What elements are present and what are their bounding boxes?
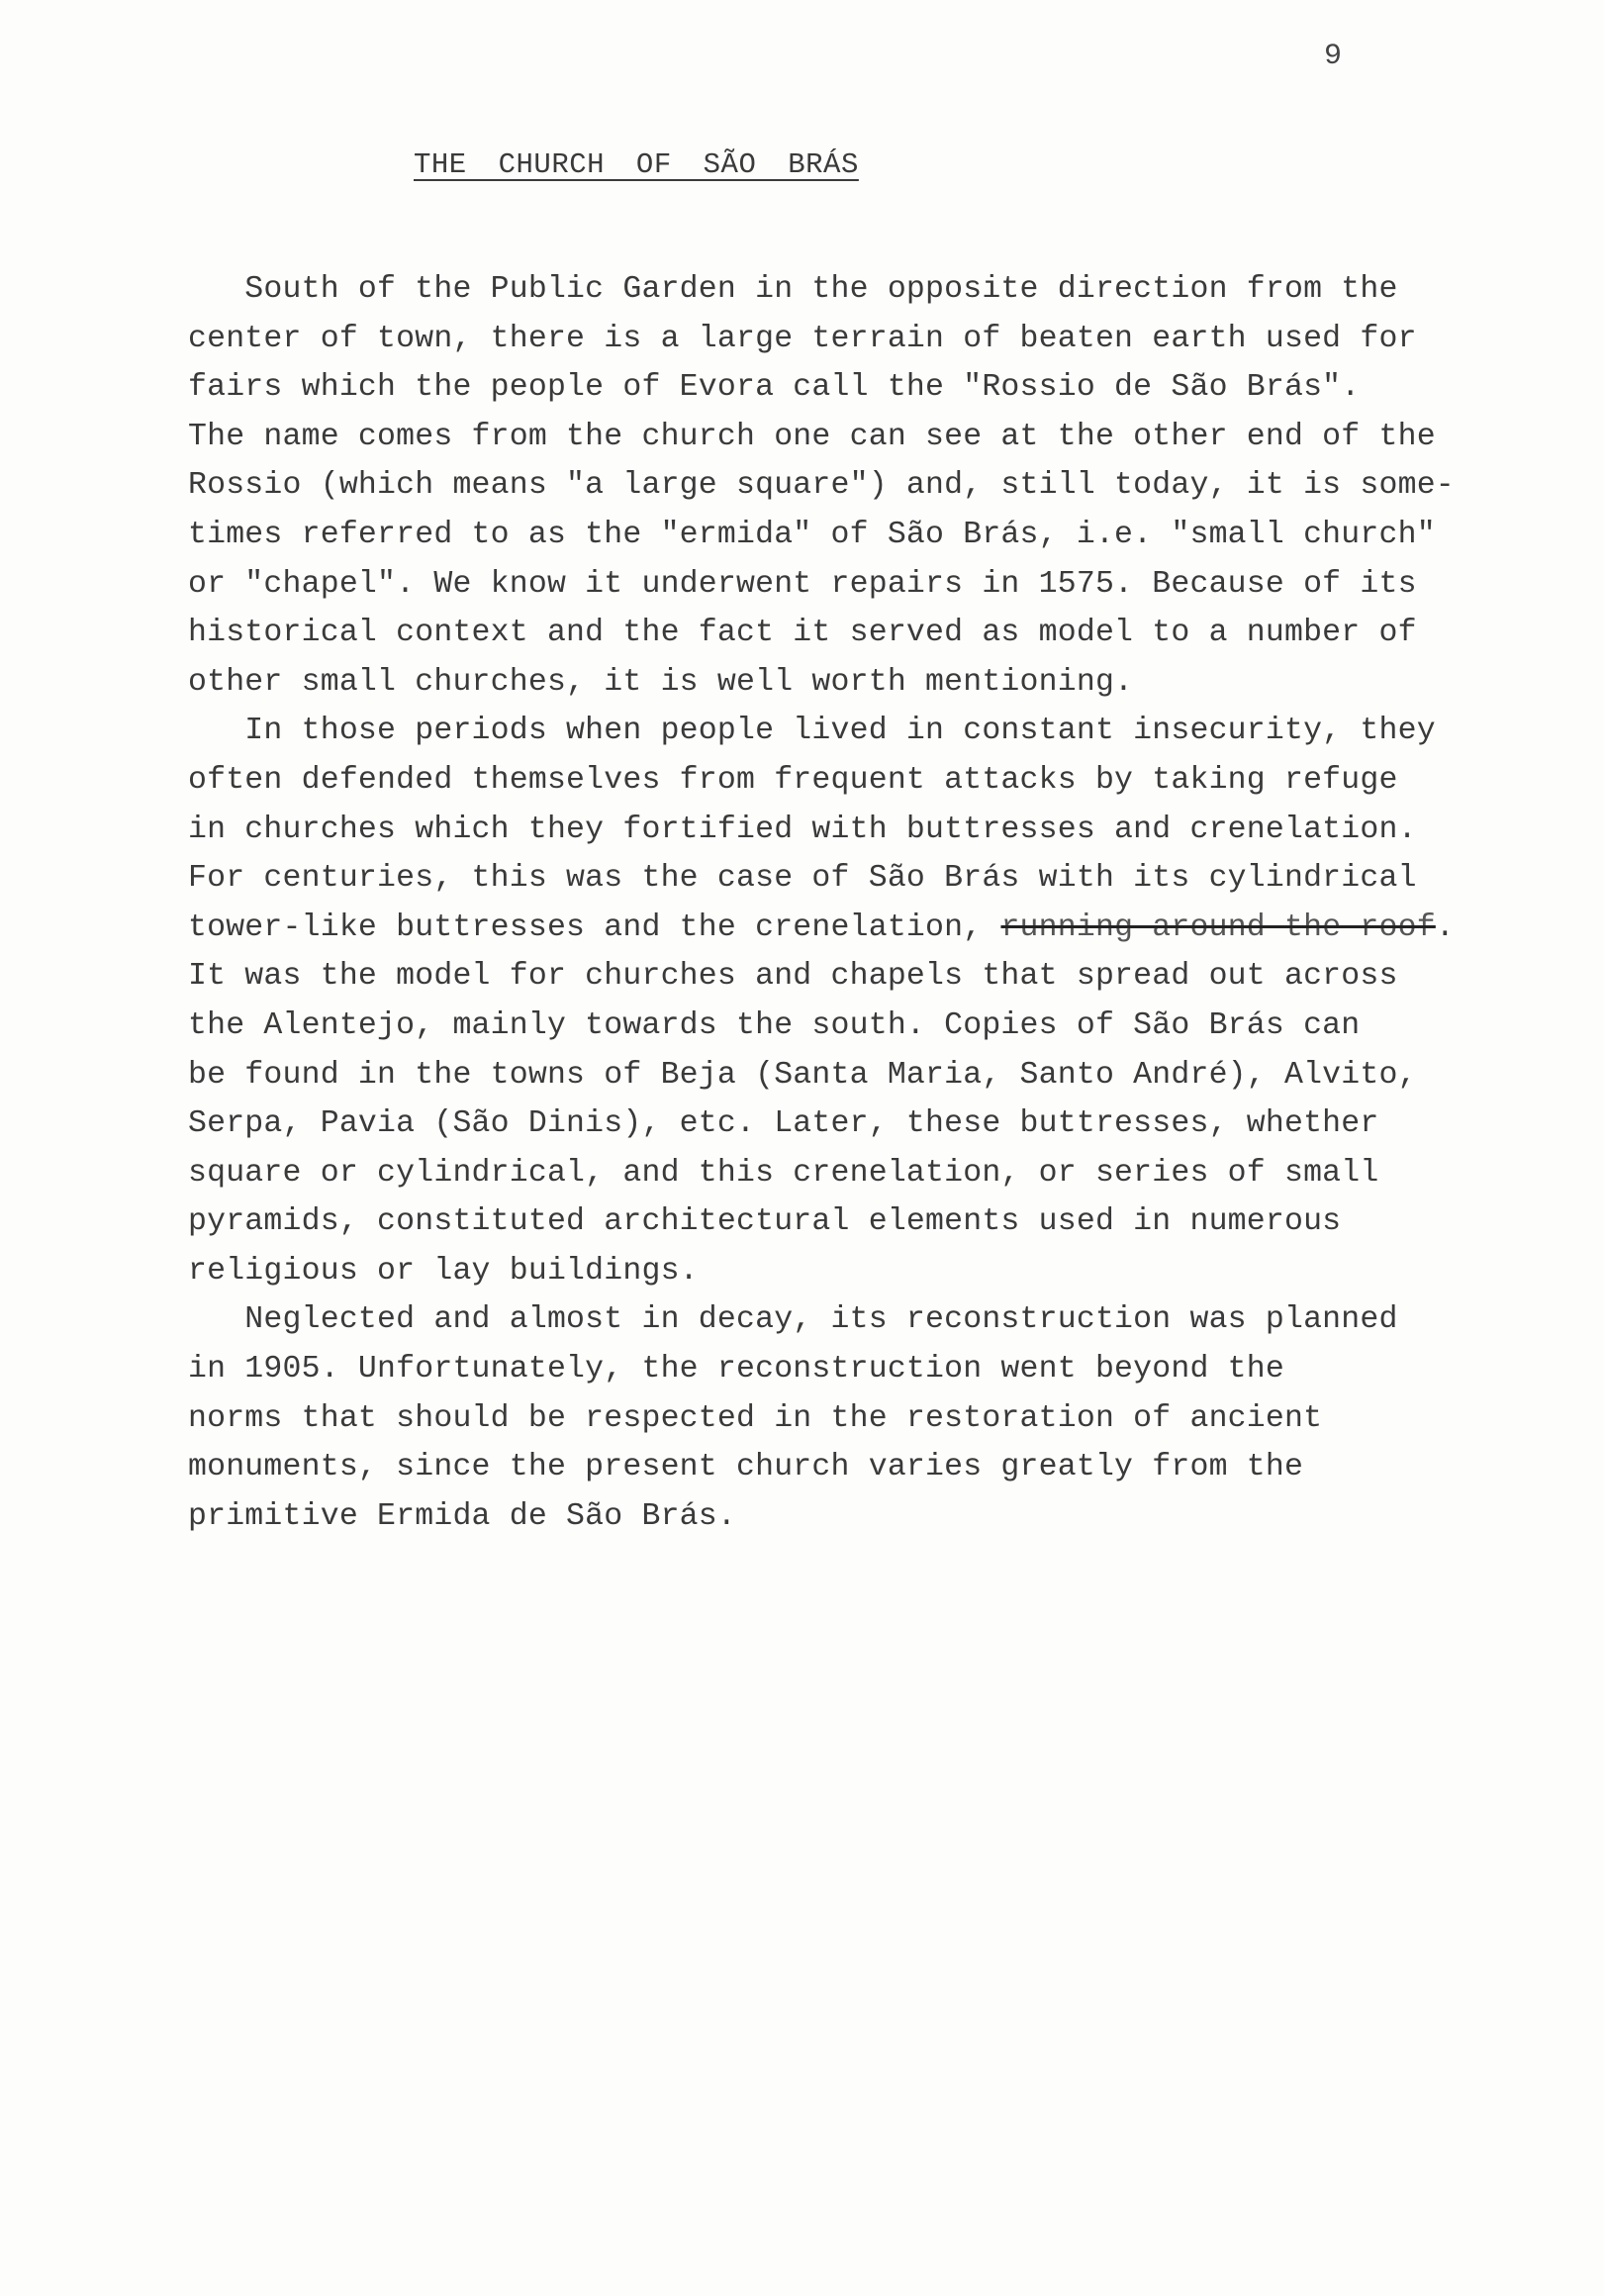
text-line	[188, 1345, 1573, 1394]
line-text: in churches which they fortified with buttresses and crenelation.	[188, 812, 1417, 847]
line-text: square or cylindrical, and this crenelation, or series of small	[188, 1155, 1379, 1191]
line-text: often defended themselves from frequent attacks by taking refuge	[188, 762, 1398, 798]
text-line	[188, 1100, 1573, 1149]
line-text: center of town, there is a large terrain of beaten earth used for	[188, 321, 1417, 356]
line-text: be found in the towns of Beja (Santa Maria, Santo André), Alvito,	[188, 1057, 1417, 1093]
line-text: norms that should be respected in the restoration of ancient	[188, 1400, 1323, 1436]
line-text: Rossio (which means "a large square") and, still today, it is some-	[188, 468, 1455, 504]
text-line	[188, 560, 1573, 610]
page-title: THE CHURCH OF SÃO BRÁS	[414, 148, 859, 181]
text-line	[188, 1394, 1573, 1444]
text-line	[188, 1492, 1573, 1542]
text-line	[188, 461, 1573, 511]
line-text: It was the model for churches and chapels that spread out across	[188, 959, 1398, 995]
line-text: The name comes from the church one can see at the other end of the	[188, 419, 1436, 454]
line-text: Neglected and almost in decay, its reconstruction was planned	[188, 1302, 1398, 1338]
page-number: 9	[1324, 40, 1343, 73]
text-line	[188, 609, 1573, 658]
line-text: other small churches, it is well worth mentioning.	[188, 664, 1134, 700]
text-line	[188, 1443, 1573, 1492]
text-line	[188, 1295, 1573, 1345]
text-line	[188, 1197, 1573, 1247]
text-line	[188, 756, 1573, 806]
text-line	[188, 265, 1573, 315]
text-line	[188, 1149, 1573, 1198]
line-text: in 1905. Unfortunately, the reconstruction went beyond the	[188, 1352, 1284, 1387]
line-text: religious or lay buildings.	[188, 1253, 699, 1289]
text-line	[188, 315, 1573, 364]
line-text: tower-like buttresses and the crenelation,	[188, 909, 983, 945]
line-text: the Alentejo, mainly towards the south. Copies of São Brás can	[188, 1007, 1361, 1043]
text-line	[188, 904, 1573, 953]
line-trailing-text: .	[1435, 909, 1455, 945]
line-text: primitive Ermida de São Brás.	[188, 1498, 736, 1534]
line-text: monuments, since the present church varies greatly from the	[188, 1450, 1304, 1485]
line-text: South of the Public Garden in the opposite direction from the	[188, 272, 1398, 307]
text-line	[188, 1002, 1573, 1051]
line-text: pyramids, constituted architectural elements used in numerous	[188, 1204, 1342, 1240]
line-text: For centuries, this was the case of São Brás with its cylindrical	[188, 861, 1417, 897]
struck-through-text: running around the roof	[1000, 909, 1436, 945]
text-line	[188, 806, 1573, 855]
text-line	[188, 1051, 1573, 1100]
line-text: historical context and the fact it served as model to a number of	[188, 616, 1417, 651]
body-text	[188, 265, 1573, 1541]
text-line	[188, 511, 1573, 560]
text-line	[188, 413, 1573, 462]
text-line	[188, 363, 1573, 413]
text-line	[188, 707, 1573, 756]
text-line	[188, 1247, 1573, 1296]
text-line	[188, 952, 1573, 1002]
line-text: Serpa, Pavia (São Dinis), etc. Later, these buttresses, whether	[188, 1106, 1379, 1142]
line-text: or "chapel". We know it underwent repairs in 1575. Because of its	[188, 566, 1417, 602]
line-text: In those periods when people lived in constant insecurity, they	[188, 714, 1436, 749]
line-text: fairs which the people of Evora call the "Rossio de São Brás".	[188, 370, 1361, 406]
text-line	[188, 854, 1573, 904]
line-text: times referred to as the "ermida" of São Brás, i.e. "small church"	[188, 517, 1436, 552]
text-line	[188, 658, 1573, 708]
